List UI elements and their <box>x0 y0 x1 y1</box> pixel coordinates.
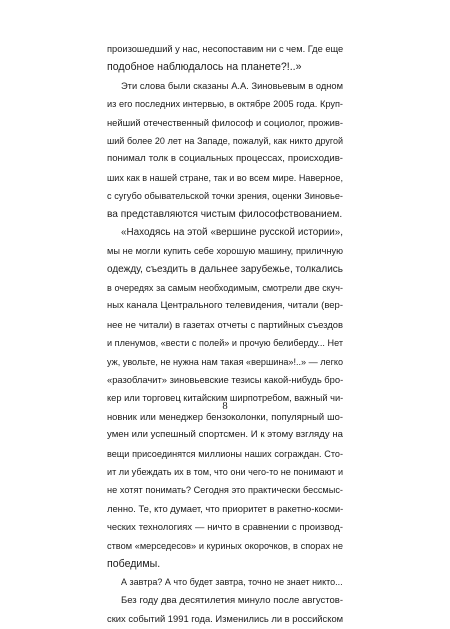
page-number: 8 <box>222 401 228 412</box>
text-line: новник или менеджер бензоколонки, популярный шо- <box>107 410 343 422</box>
text-line: и пленумов, «вести с полей» и прочую белиберду... Нет <box>107 338 343 349</box>
text-line: ит ли убеждать их в том, что они чего-то не понимают и <box>107 466 344 477</box>
text-line: умен или успешный спортсмен. И к этому взгляду на <box>107 429 343 441</box>
text-line: ленно. Те, кто думает, что приоритет в ракетно-косми- <box>107 502 344 514</box>
text-line: ва представляются чистым философствованием. <box>107 208 343 220</box>
text-line: нейший отечественный философ и социолог, прожив- <box>107 116 343 128</box>
text-line: подобное наблюдалось на планете?!..» <box>107 61 302 74</box>
text-line: ских событий 1991 года. Изменились ли в российском <box>107 613 344 625</box>
text-line: ных канала Центрального телевидения, читали (вер- <box>107 300 343 312</box>
text-line: в очередях за самым необходимым, смотрели две скуч- <box>107 283 343 294</box>
text-line: из его последних интервью, в октябре 2005 года. Круп- <box>107 99 343 110</box>
text-line: «Находясь на этой «вершине русской истории», <box>121 226 343 238</box>
body-text <box>107 40 343 629</box>
text-line: ший более 20 лет на Западе, пожалуй, как никто другой <box>107 135 343 146</box>
text-line: одежду, съездить в дальнее зарубежье, толкались <box>107 263 343 275</box>
text-line: понимал толк в социальных процессах, происходив- <box>107 153 343 165</box>
text-line: Без году два десятилетия минуло после августов- <box>121 594 343 606</box>
text-line: победимы. <box>107 557 161 570</box>
text-line: кер или торговец китайским ширпотребом, важный чи- <box>107 393 344 404</box>
text-line: «разоблачит» зиновьевские тезисы какой-нибудь бро- <box>107 374 344 386</box>
text-line: с сугубо обывательской точки зрения, оценки Зиновье- <box>107 191 343 202</box>
text-line: ших как в нашей стране, так и во всем мире. Наверное, <box>107 172 343 183</box>
text-line: Эти слова были сказаны А.А. Зиновьевым в одном <box>121 80 343 91</box>
text-line: уж, увольте, не нужна нам такая «вершина»!..» — легко <box>107 356 344 367</box>
text-line: ческих технологиях — ничто в сравнении с производ- <box>107 521 343 533</box>
text-line: произошедший у нас, несопоставим ни с чем. Где еще <box>107 44 344 54</box>
text-line: А завтра? А что будет завтра, точно не знает никто... <box>121 577 343 588</box>
text-line: ством «мерседесов» и куриных окорочков, в спорах не <box>107 540 343 551</box>
text-line: мы не могли купить себе хорошую машину, приличную <box>107 246 343 257</box>
text-line: не хотят понимать? Сегодня это практически бессмыс- <box>107 485 343 496</box>
text-line: нее не читали) в газетах отчеты с партийных съездов <box>107 318 343 330</box>
text-line: вещи присоединятся миллионы наших сограждан. Сто- <box>107 448 343 459</box>
